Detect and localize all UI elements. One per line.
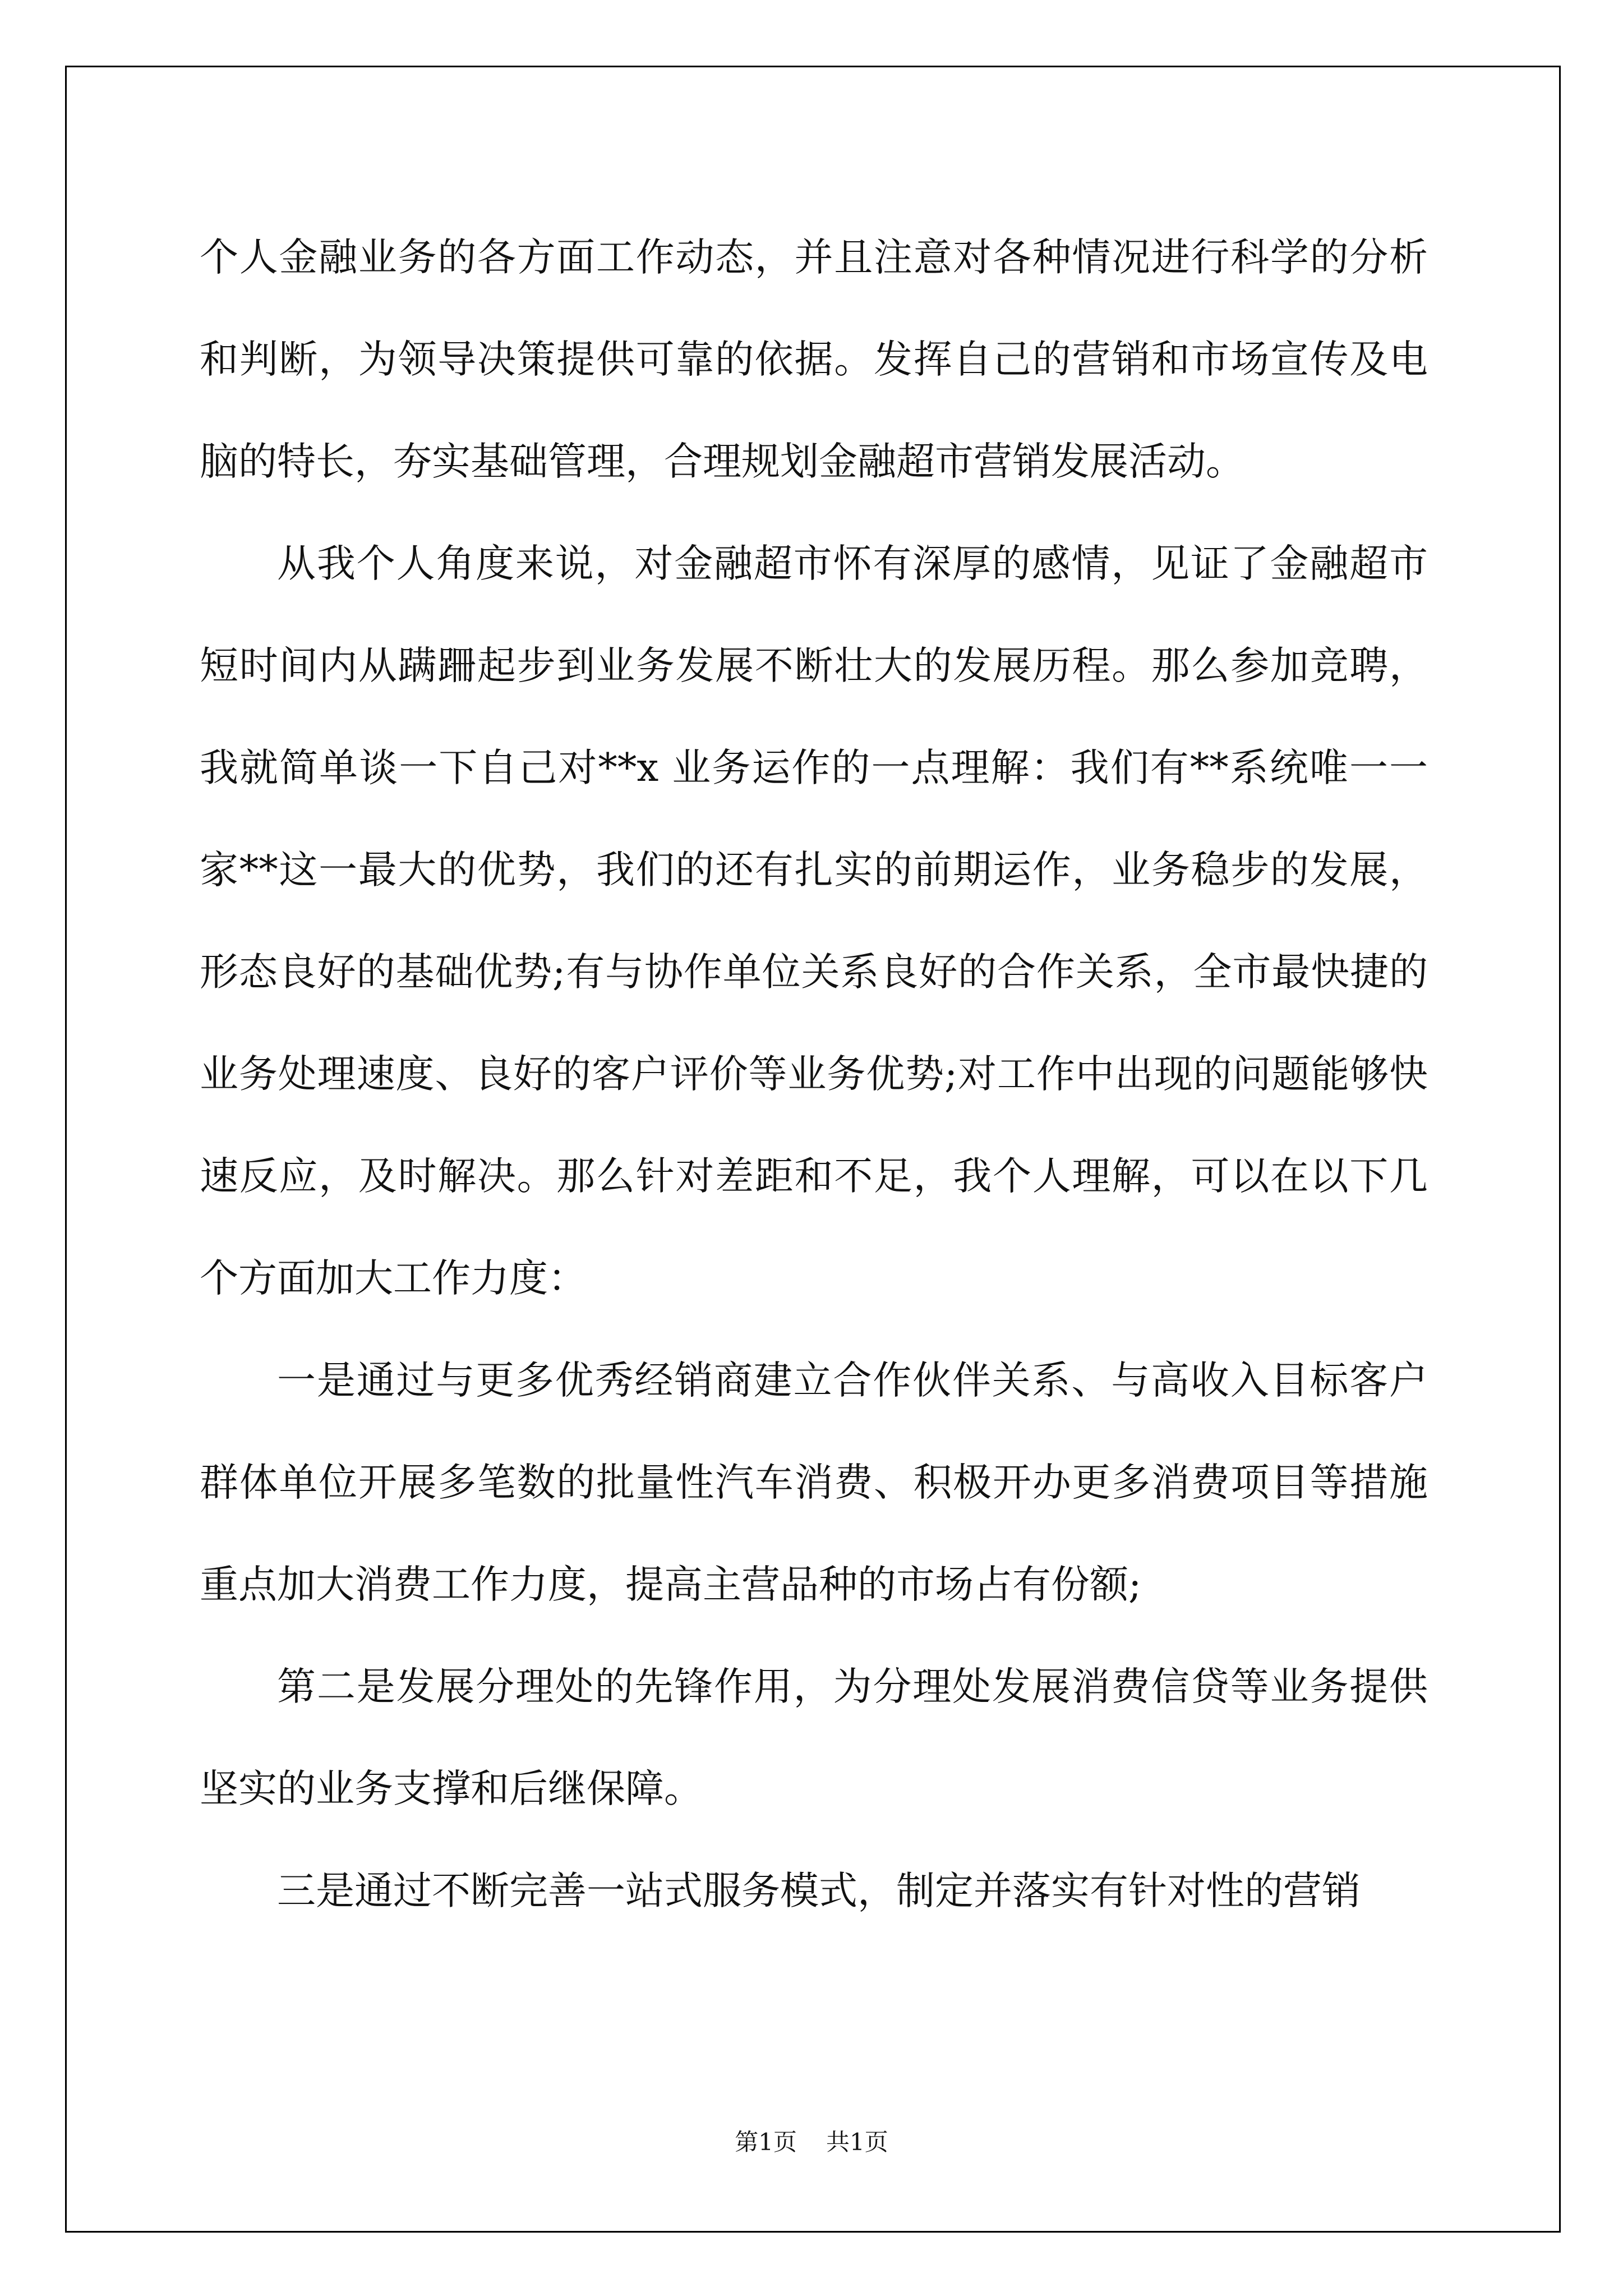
document-body <box>200 206 1428 1942</box>
paragraph: 第二是发展分理处的先锋作用，为分理处发展消费信贷等业务提供坚实的业务支撑和后继保障。 <box>200 1664 1428 1811</box>
paragraph: 三是通过不断完善一站式服务模式，制定并落实有针对性的营销 <box>277 1869 1361 1913</box>
page-number: 第1页 <box>735 2128 797 2156</box>
paragraph-continued: 个人金融业务的各方面工作动态，并且注意对各种情况进行科学的分析和判断，为领导决策提供可靠的依据。发挥自己的营销和市场宣传及电脑的特长，夯实基础管理，合理规划金融超市营销发展活动。 <box>200 235 1428 484</box>
page-footer <box>0 2124 1623 2157</box>
page-total: 共1页 <box>826 2128 888 2156</box>
paragraph: 从我个人角度来说，对金融超市怀有深厚的感情，见证了金融超市短时间内从蹒跚起步到业务发展不断壮大的发展历程。那么参加竞聘，我就简单谈一下自己对**x 业务运作的一点理解：我们有**系统唯一一家**这一最大的优势，我们的还有扎实的前期运作，业务稳步的发展，形态良好的基础优势;有与协作单位关系良好的合作关系，全市最快捷的业务处理速度、良好的客户评价等业务优势;对工作中出现的问题能够快速反应，及时解决。那么针对差距和不足，我个人理解，可以在以下几个方面加大工作力度： <box>200 541 1428 1301</box>
paragraph: 一是通过与更多优秀经销商建立合作伙伴关系、与高收入目标客户群体单位开展多笔数的批量性汽车消费、积极开办更多消费项目等措施重点加大消费工作力度，提高主营品种的市场占有份额; <box>200 1358 1428 1607</box>
